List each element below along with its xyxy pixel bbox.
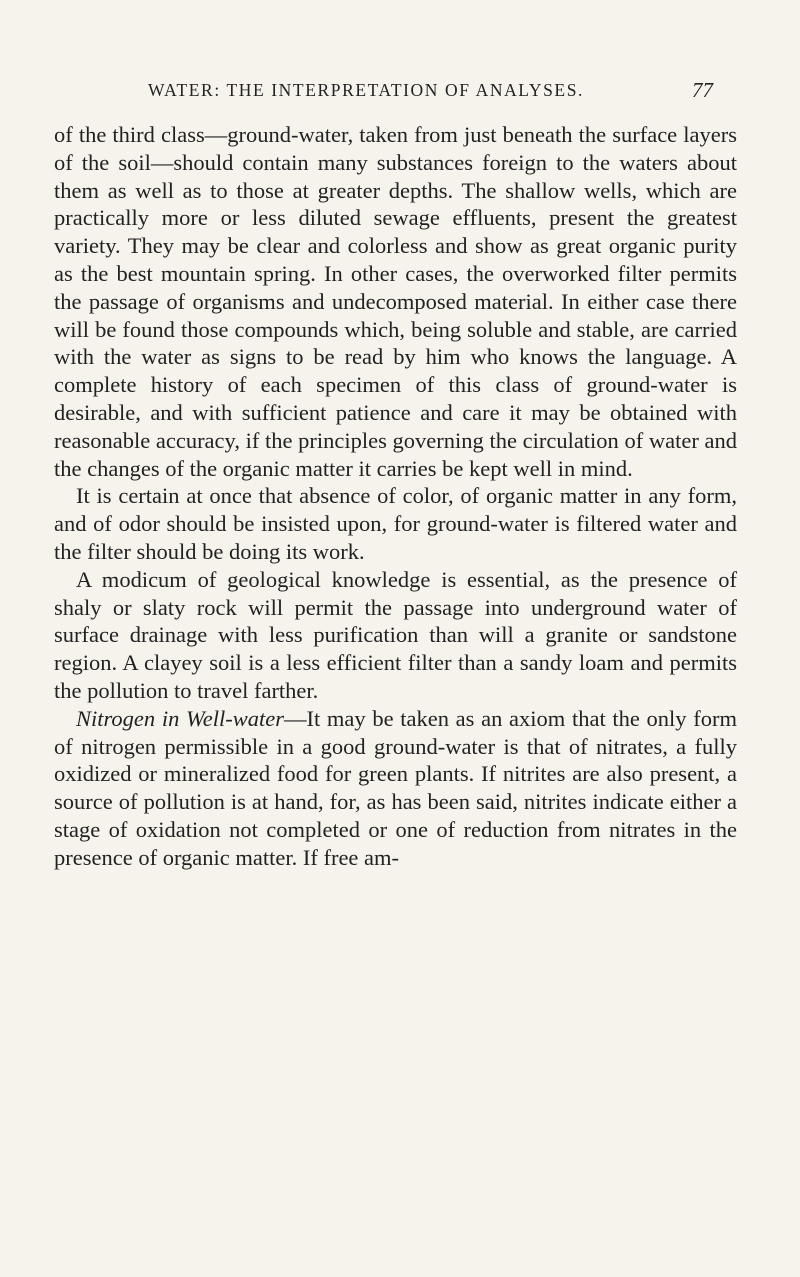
paragraph: A modicum of geological knowledge is essential, as the presence of shaly or slaty rock will permit the passage into underground water of surface drainage with less purification than will a granite or sandstone region. A clayey soil is a less efficient filter than a sandy loam and permits the pollution to travel farther.	[54, 566, 737, 703]
page-header	[0, 80, 800, 106]
body-text	[54, 121, 737, 872]
run-in-heading: Nitrogen in Well-water	[76, 705, 284, 731]
paragraph-text: —It may be taken as an axiom that the only form of nitrogen permissible in a good ground-water is that of nitrates, a fully oxidized or mineralized food for green plants. If nitrites are also present, a source of pollution is at hand, for, as has been said, nitrites indicate either a stage of oxidation not completed or one of reduction from nitrates in the presence of organic matter. If free am-	[54, 705, 737, 870]
paragraph-nitrogen	[54, 705, 737, 872]
paragraph: It is certain at once that absence of color, of organic matter in any form, and of odor should be insisted upon, for ground-water is filtered water and the filter should be doing its work.	[54, 483, 737, 564]
page-number: 77	[692, 78, 713, 102]
paragraph-continued: of the third class—ground-water, taken from just beneath the surface layers of the soil—should contain many substances foreign to the waters about them as well as to those at greater depths. The shallow wells, which are practically more or less diluted sewage effluents, present the greatest variety. They may be clear and colorless and show as great organic purity as the best mountain spring. In other cases, the overworked filter permits the passage of organisms and undecomposed material. In either case there will be found those compounds which, being soluble and stable, are carried with the water as signs to be read by him who knows the language. A complete history of each specimen of this class of ground-water is desirable, and with sufficient patience and care it may be obtained with reasonable accuracy, if the principles governing the circulation of water and the changes of the organic matter it carries be kept well in mind.	[54, 122, 737, 481]
running-head: WATER: THE INTERPRETATION OF ANALYSES.	[148, 80, 585, 100]
